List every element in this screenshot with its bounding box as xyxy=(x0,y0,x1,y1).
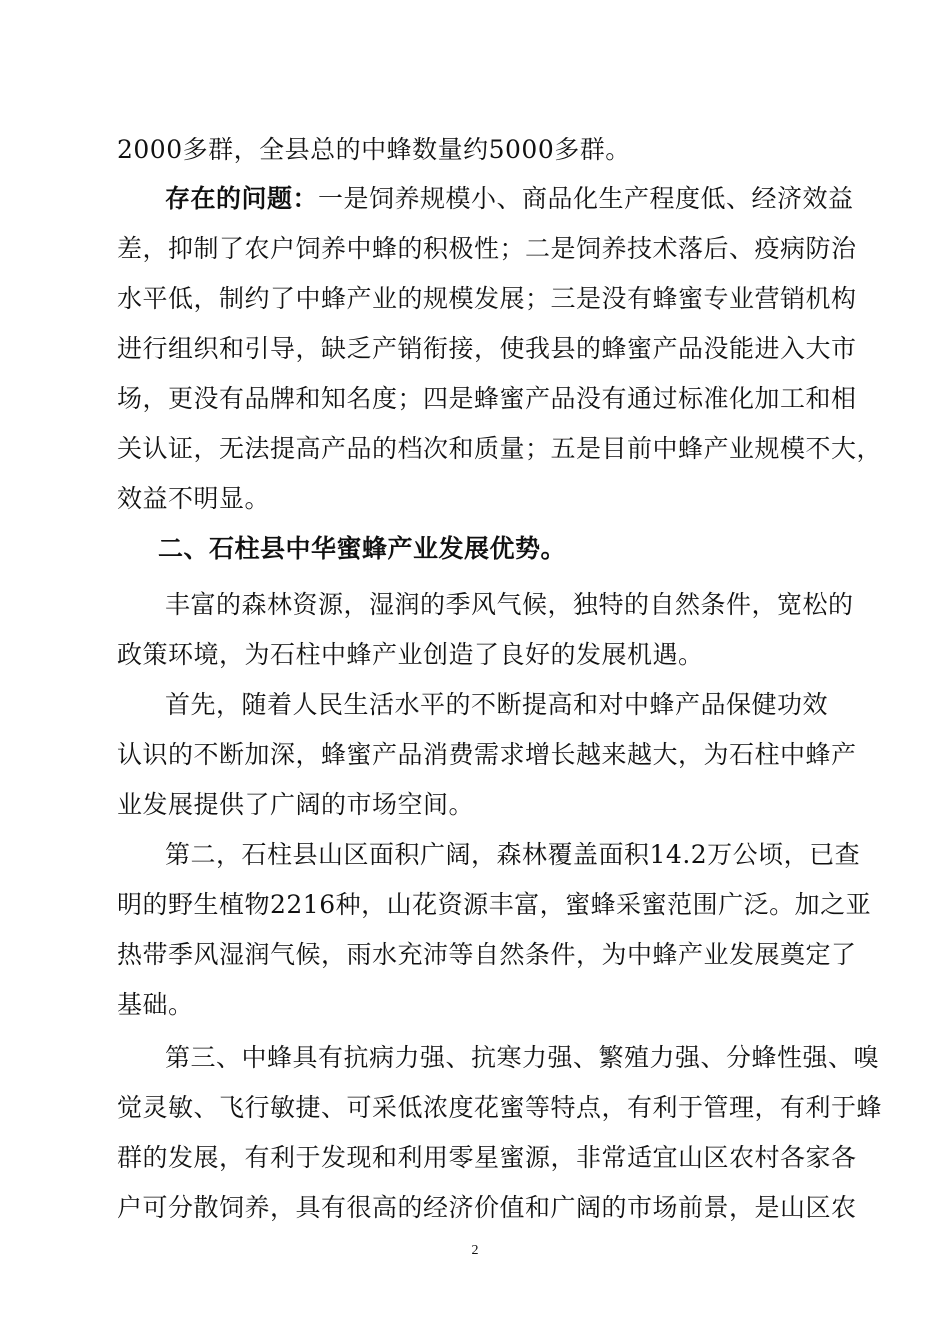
body-line xyxy=(117,1095,882,1125)
line-text: 差，抑制了农户饲养中蜂的积极性；二是饲养技术落后、疫病防治 xyxy=(117,234,857,263)
line-text: 水平低，制约了中蜂产业的规模发展；三是没有蜂蜜专业营销机构 xyxy=(117,284,857,313)
line-text: 基础。 xyxy=(117,990,194,1019)
line-text: 效益不明显。 xyxy=(117,484,271,513)
line-text: 丰富的森林资源，湿润的季风气候，独特的自然条件，宽松的 xyxy=(165,590,854,619)
section-heading: 二、石柱县中华蜜蜂产业发展优势。 xyxy=(158,534,567,563)
line-text: 认识的不断加深，蜂蜜产品消费需求增长越来越大，为石柱中蜂产 xyxy=(117,740,857,769)
line-text: 首先，随着人民生活水平的不断提高和对中蜂产品保健功效 xyxy=(165,690,829,719)
line-text: 一是饲养规模小、商品化生产程度低、经济效益 xyxy=(318,184,854,213)
body-line xyxy=(165,692,828,722)
line-text: 2000多群，全县总的中蜂数量约5000多群。 xyxy=(117,135,631,164)
line-text: 明的野生植物2216种，山花资源丰富，蜜蜂采蜜范围广泛。加之亚 xyxy=(117,890,872,919)
line-text: 户可分散饲养，具有很高的经济价值和广阔的市场前景，是山区农 xyxy=(117,1193,857,1222)
body-line xyxy=(117,137,631,167)
body-line xyxy=(165,842,860,872)
body-line xyxy=(117,1145,857,1175)
line-text: 业发展提供了广阔的市场空间。 xyxy=(117,790,475,819)
body-line xyxy=(165,1045,879,1075)
line-text: 第三、中蜂具有抗病力强、抗寒力强、繁殖力强、分蜂性强、嗅 xyxy=(165,1043,880,1072)
body-line xyxy=(117,336,857,366)
body-line xyxy=(117,286,857,316)
line-text: 第二，石柱县山区面积广阔，森林覆盖面积14.2万公顷，已查 xyxy=(165,840,861,869)
body-line xyxy=(165,592,854,622)
body-line xyxy=(117,1195,857,1225)
line-text: 政策环境，为石柱中蜂产业创造了良好的发展机遇。 xyxy=(117,640,704,669)
body-line xyxy=(117,992,194,1022)
body-line xyxy=(117,642,704,672)
line-text: 群的发展，有利于发现和利用零星蜜源，非常适宜山区农村各家各 xyxy=(117,1143,857,1172)
body-line xyxy=(117,236,857,266)
line-text: 热带季风湿润气候，雨水充沛等自然条件，为中蜂产业发展奠定了 xyxy=(117,940,857,969)
body-line xyxy=(117,892,871,922)
body-line xyxy=(117,942,857,972)
body-line xyxy=(117,386,857,416)
line-text: 场，更没有品牌和知名度；四是蜂蜜产品没有通过标准化加工和相 xyxy=(117,384,857,413)
body-line xyxy=(117,792,474,822)
body-line xyxy=(117,486,270,516)
line-text: 关认证，无法提高产品的档次和质量；五是目前中蜂产业规模不大， xyxy=(117,434,883,463)
problems-heading: 存在的问题： xyxy=(165,184,319,213)
body-line xyxy=(165,186,854,216)
line-text: 觉灵敏、飞行敏捷、可采低浓度花蜜等特点，有利于管理，有利于蜂 xyxy=(117,1093,883,1122)
body-line xyxy=(117,742,857,772)
line-text: 进行组织和引导，缺乏产销衔接，使我县的蜂蜜产品没能进入大市 xyxy=(117,334,857,363)
body-line xyxy=(117,436,882,466)
page-number: 2 xyxy=(471,1243,479,1258)
